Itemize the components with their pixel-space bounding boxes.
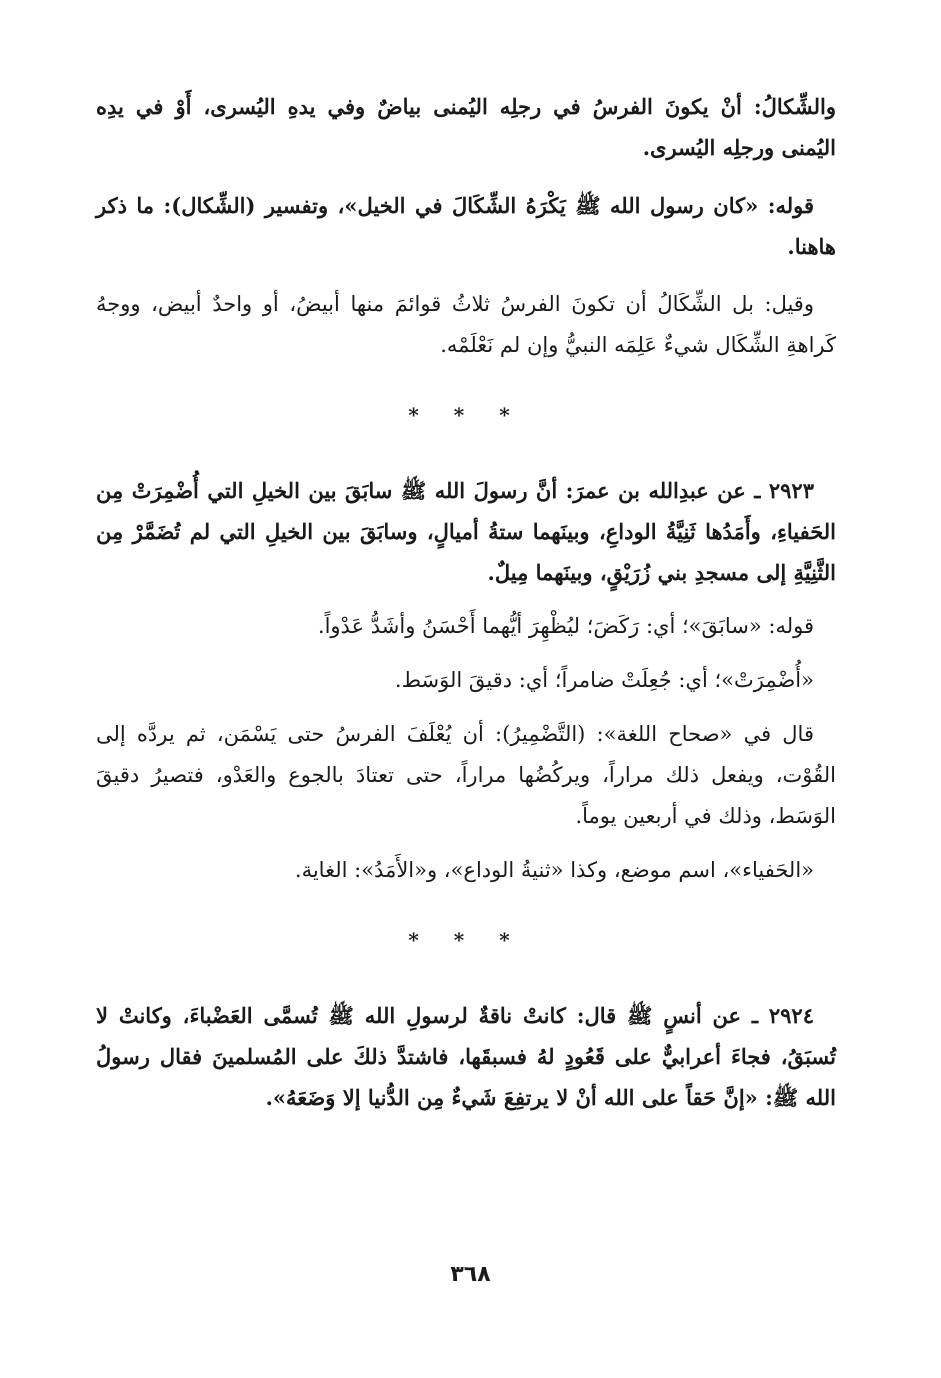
section-separator: * * *	[408, 928, 524, 952]
hadith-2924: ٢٩٢٤ ـ عن أنسٍ ﷺ قال: كانتْ ناقةٌ لرسولِ الله ﷺ تُسمَّى العَضْباءَ، وكانتْ لا تُسبَقُ، فجاءَ أعرابيٌّ على قَعُودٍ لهُ فسبقَها، فاشتدَّ ذلكَ على المُسلمينَ فقال رسولُ الله ﷺ: «إنَّ حَقاً على الله أنْ لا يرتفِعَ شَيءٌ مِن الدُّنيا إلا وَضَعَهُ».	[96, 1003, 836, 1110]
commentary-hafya: «الحَفياء»، اسم موضع، وكذا «ثنيةُ الوداع»، و«الأَمَدُ»: الغاية.	[294, 858, 814, 882]
page-body	[96, 86, 836, 1118]
hadith-2923: ٢٩٢٣ ـ عن عبدِالله بن عمرَ: أنَّ رسولَ الله ﷺ سابَقَ بين الخيلِ التي أُضْمِرَتْ مِن الحَفياءِ، وأَمَدُها ثَنِيَّةُ الوداعِ، وبينَهما ستةُ أميالٍ، وسابَقَ بين الخيلِ التي لم تُضَمَّرْ مِن الثَّنِيَّةِ إلى مسجدِ بني زُرَيْقٍ، وبينَهما مِيلٌ.	[96, 478, 836, 585]
paragraph-alternate-view: وقيل: بل الشِّكَالُ أن تكونَ الفرسُ ثلاثُ قوائمَ منها أبيضُ، أو واحدٌ أبيض، ووجهُ كَراهةِ الشِّكَال شيءٌ عَلِمَه النبيُّ وإن لم نَعْلَمْه.	[96, 292, 836, 357]
page-number: ٣٦٨	[450, 1262, 491, 1287]
commentary-udmirat: «أُضْمِرَتْ»؛ أي: جُعِلَتْ ضامراً؛ أي: دقيقَ الوَسَط.	[394, 668, 814, 692]
paragraph-hadith-quote: قوله: «كان رسول الله ﷺ يَكْرَهُ الشِّكَالَ في الخيل»، وتفسير (الشِّكال): ما ذكر هاهنا.	[96, 193, 836, 259]
commentary-sabaqa: قوله: «سابَقَ»؛ أي: رَكَضَ؛ ليُظْهِرَ أيُّهما أَحْسَنُ وأشَدُّ عَدْواً.	[317, 614, 814, 638]
section-separator: * * *	[408, 403, 524, 427]
commentary-sihah: قال في «صحاح اللغة»: (التَّضْمِيرُ): أن يُعْلَفَ الفرسُ حتى يَسْمَن، ثم يردَّه إلى القُوْت، ويفعل ذلك مراراً، ويركُضُها مراراً، حتى تعتادَ بالجوع والعَدْو، فتصيرُ دقيقَ الوَسَط، وذلك في أربعين يوماً.	[96, 722, 836, 828]
paragraph-shikal-definition: والشِّكالُ: أنْ يكونَ الفرسُ في رجلِه اليُمنى بياضٌ وفي يدهِ اليُسرى، أَوْ في يدِه اليُمنى ورجلِه اليُسرى.	[96, 94, 836, 160]
